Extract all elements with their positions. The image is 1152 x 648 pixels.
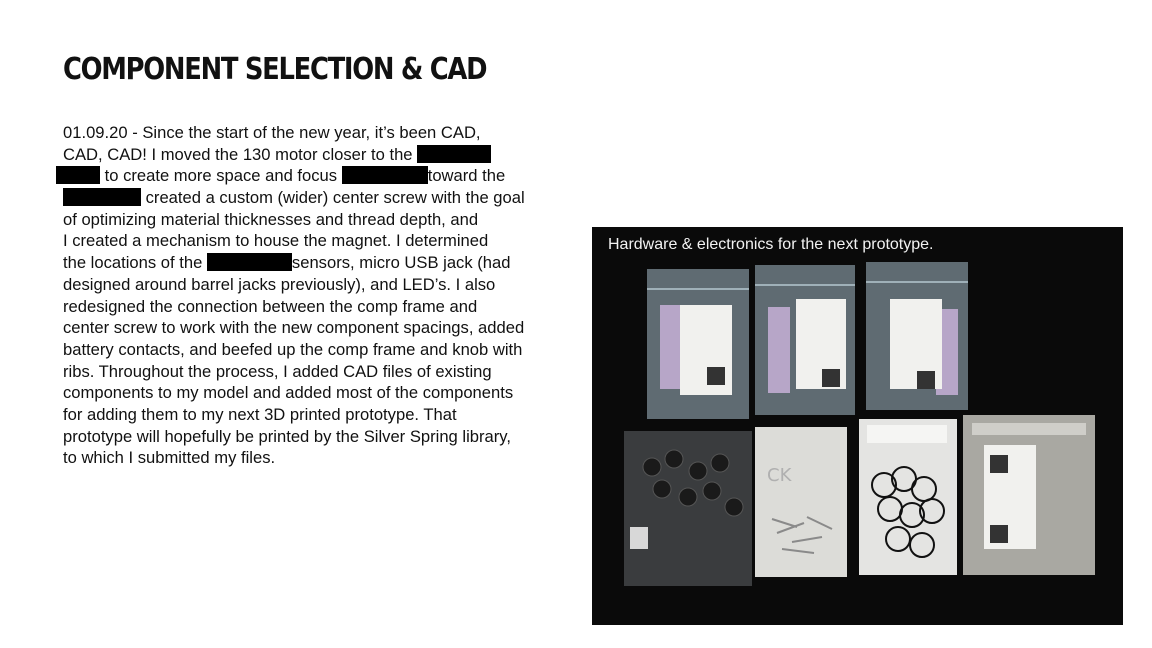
body-line: for adding them to my next 3D printed prototype. That	[63, 404, 457, 424]
body-line: battery contacts, and beefed up the comp frame and knob with	[63, 339, 523, 359]
redaction-block	[207, 253, 292, 271]
body-line: to create more space and focus toward the	[63, 165, 593, 187]
ziploc-bag	[755, 265, 855, 415]
bag-label-text: CK	[767, 465, 792, 486]
body-line: CAD, CAD! I moved the 130 motor closer to the	[63, 144, 593, 166]
redaction-block	[417, 145, 491, 163]
redaction-block	[56, 166, 100, 184]
hardware-photo	[592, 227, 1123, 625]
o-rings-bag	[859, 419, 957, 575]
photo-illustration	[592, 227, 1123, 625]
body-line: designed around barrel jacks previously), and LED’s. I also	[63, 274, 496, 294]
body-line: components to my model and added most of the components	[63, 383, 514, 403]
body-line: ribs. Throughout the process, I added CAD files of existing	[63, 361, 492, 381]
body-line: center screw to work with the new component spacings, added	[63, 318, 525, 338]
body-line: I created a mechanism to house the magnet. I determined	[63, 231, 489, 251]
body-paragraph	[63, 122, 593, 469]
ziploc-bag	[647, 269, 749, 419]
body-line: 01.09.20 - Since the start of the new year, it’s been CAD,	[63, 123, 481, 142]
redaction-block	[342, 166, 428, 184]
redaction-block	[63, 188, 141, 206]
body-line: prototype will hopefully be printed by the Silver Spring library,	[63, 426, 511, 446]
body-line: the locations of the sensors, micro USB jack (had	[63, 253, 511, 273]
screws-bag	[755, 427, 847, 577]
ziploc-bag	[866, 262, 968, 410]
body-line: to which I submitted my files.	[63, 448, 276, 468]
body-line: of optimizing material thicknesses and thread depth, and	[63, 209, 479, 229]
slide-title: COMPONENT SELECTION & CAD	[63, 52, 487, 87]
photo-caption: Hardware & electronics for the next prototype.	[608, 236, 934, 253]
washers-bag	[624, 431, 752, 586]
antistatic-bag	[963, 415, 1095, 575]
body-line: redesigned the connection between the comp frame and	[63, 296, 478, 316]
body-line: created a custom (wider) center screw with the goal	[63, 187, 593, 209]
